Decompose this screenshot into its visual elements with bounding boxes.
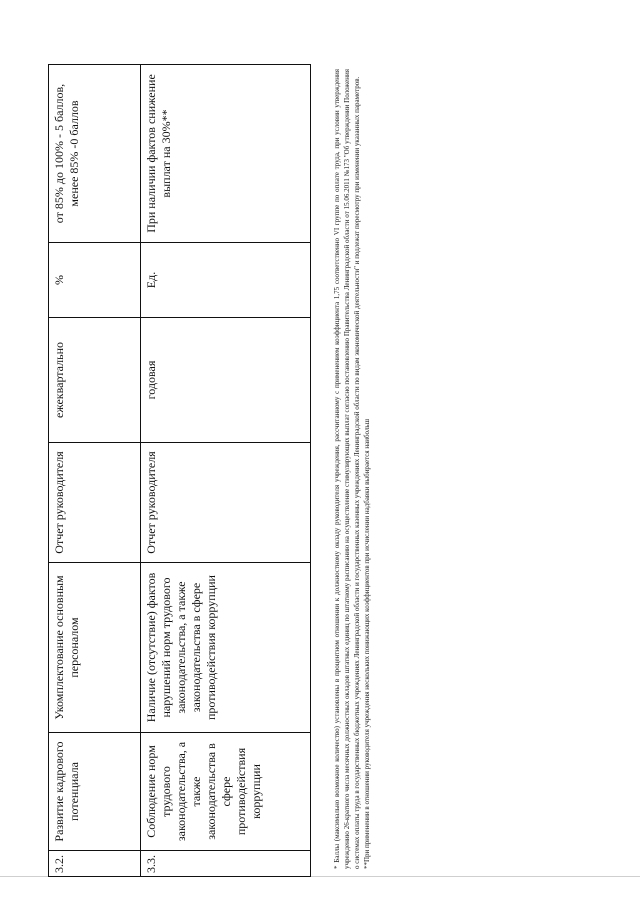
frequency-cell: годовая	[141, 318, 311, 443]
frequency-cell: ежеквартально	[49, 318, 141, 443]
source-cell: Отчет руководителя	[49, 443, 141, 563]
row-number: 3.2.	[49, 851, 141, 877]
footnote-1: * Баллы (максимально возможное количество) установлены в процентном отношении к должностному окладу руководителя учреждения, рассчитанному с применением коэффициента 1,75 соответственно VI группе по оплате труда, при условии утверждения учреждению 26-кратного числа месячных должностных окладов штатных единиц по штатному расписанию на осуществление стимулирующих выплат согласно постановлению Правительства Ленинградской области от 15.06.2011 №173 "Об утверждении Положения о системах оплаты труда в государственных бюджетных учреждениях Ленинградской области и государственных казенных учреждениях Ленинградской области по видам экономической деятельности" и подлежат пересмотру при изменении указанных параметров.	[333, 69, 362, 869]
score-cell: При наличии фактов снижение выплат на 30%**	[141, 65, 311, 243]
indicator-cell: Развитие кадрового потенциала	[49, 733, 141, 851]
row-number: 3.3.	[141, 851, 311, 877]
score-cell: от 85% до 100% - 5 баллов, менее 85% -0 баллов	[49, 65, 141, 243]
source-cell: Отчет руководителя	[141, 443, 311, 563]
indicator-cell: Соблюдение норм трудового законодательства, а также законодательства в сфере противодействия коррупции	[141, 733, 311, 851]
footnotes	[332, 69, 373, 869]
unit-cell: Ед.	[141, 243, 311, 318]
table-row	[49, 65, 141, 877]
footnote-2: **При применении в отношении руководителя учреждения нескольких понижающих коэффициентов при исчислении надбавки выбирается наибольш	[363, 418, 372, 869]
criteria-table	[48, 64, 311, 877]
table-row	[141, 65, 311, 877]
criterion-cell: Наличие (отсутствие) фактов нарушений норм трудового законодательства, а также законодательства в сфере противодействия коррупции	[141, 563, 311, 733]
unit-cell: %	[49, 243, 141, 318]
criterion-cell: Укомплектование основным персоналом	[49, 563, 141, 733]
rotated-content	[20, 27, 620, 877]
